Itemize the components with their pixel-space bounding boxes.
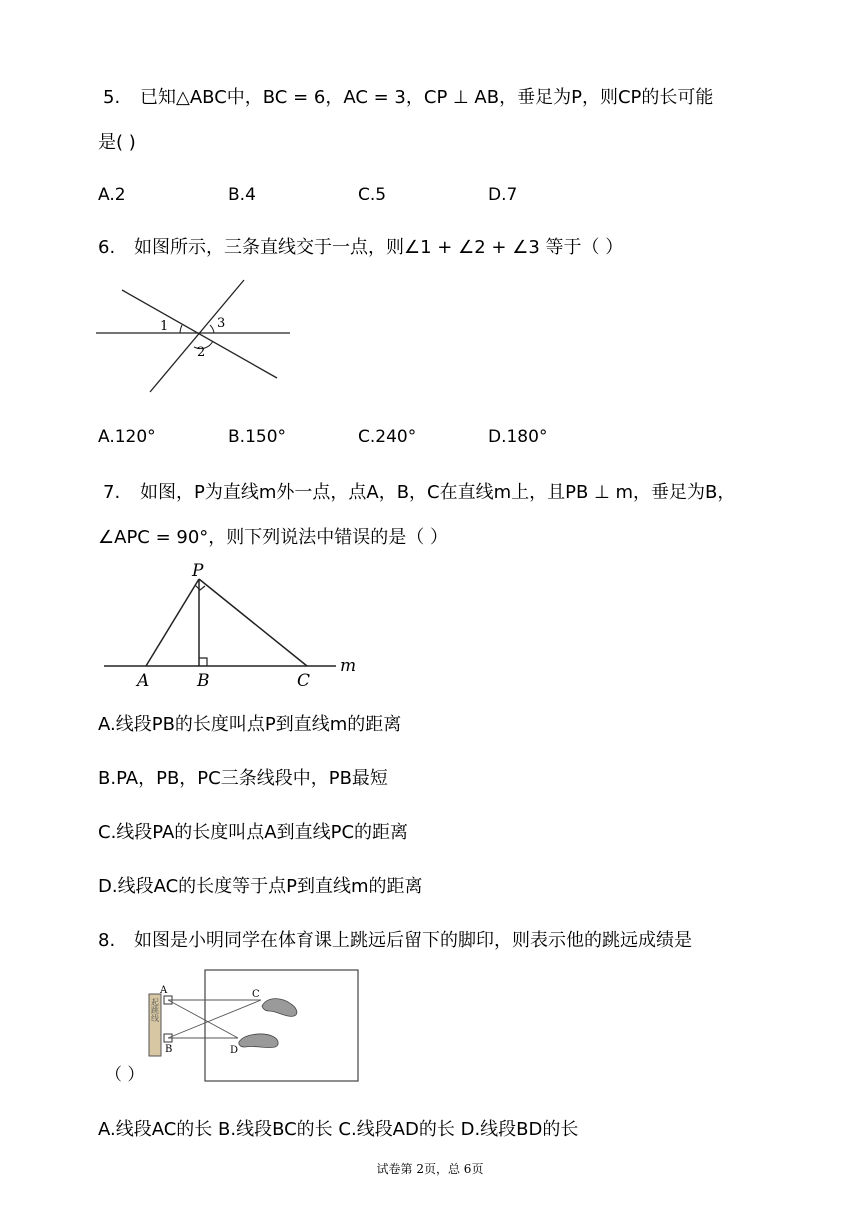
q8-number: 8. [98, 930, 116, 951]
q6-angle-label-1: 1 [160, 319, 169, 334]
q6-option-c: C.240° [358, 427, 417, 447]
q7-stem-line2: ∠APC = 90°，则下列说法中错误的是（ ） [98, 527, 449, 548]
q8-point-b-label: B [165, 1044, 173, 1055]
q6-number: 6. [98, 237, 116, 258]
q5-number: 5. [103, 87, 121, 108]
q6-angle-label-3: 3 [217, 316, 226, 331]
q6-option-d: D.180° [488, 427, 548, 447]
q8-point-d-label: D [230, 1045, 239, 1056]
q5-stem-line2: 是( ) [98, 132, 136, 153]
q5-option-d: D.7 [488, 185, 518, 205]
q7-point-a-label: A [137, 671, 150, 691]
q7-line-m-label: m [340, 656, 357, 676]
q5-stem-line1: 已知△ABC中，BC = 6，AC = 3，CP ⊥ AB，垂足为P，则CP的长可能 [140, 87, 714, 108]
q7-number: 7. [103, 482, 121, 503]
q6-stem: 如图所示，三条直线交于一点，则∠1 + ∠2 + ∠3 等于（ ） [134, 237, 624, 258]
q6-figure-three-lines [96, 276, 296, 396]
q8-point-a-label: A [160, 985, 168, 996]
q7-point-p-label: P [192, 561, 204, 581]
q7-figure-triangle [104, 560, 384, 690]
q5-option-a: A.2 [98, 185, 126, 205]
q8-answer-bracket: （ ） [105, 1065, 145, 1085]
q5-option-c: C.5 [358, 185, 387, 205]
q8-board-label: 起跳线 [150, 998, 160, 1022]
q8-figure-long-jump [146, 968, 366, 1084]
q7-option-a: A.线段PB的长度叫点P到直线m的距离 [98, 714, 402, 735]
q7-option-b: B.PA，PB，PC三条线段中，PB最短 [98, 768, 388, 789]
q6-option-a: A.120° [98, 427, 156, 447]
q5-option-b: B.4 [228, 185, 256, 205]
q7-option-d: D.线段AC的长度等于点P到直线m的距离 [98, 876, 423, 897]
q7-option-c: C.线段PA的长度叫点A到直线PC的距离 [98, 822, 409, 843]
q6-option-b: B.150° [228, 427, 287, 447]
q6-angle-label-2: 2 [197, 345, 206, 360]
page-footer: 试卷第 2页，总 6页 [376, 1162, 484, 1176]
q8-stem: 如图是小明同学在体育课上跳远后留下的脚印，则表示他的跳远成绩是 [134, 930, 692, 951]
q7-point-c-label: C [297, 671, 311, 691]
q7-point-b-label: B [197, 671, 210, 691]
q8-point-c-label: C [252, 989, 260, 1000]
q8-options: A.线段AC的长 B.线段BC的长 C.线段AD的长 D.线段BD的长 [98, 1119, 579, 1140]
q7-stem-line1: 如图，P为直线m外一点，点A，B，C在直线m上，且PB ⊥ m，垂足为B， [140, 482, 736, 503]
